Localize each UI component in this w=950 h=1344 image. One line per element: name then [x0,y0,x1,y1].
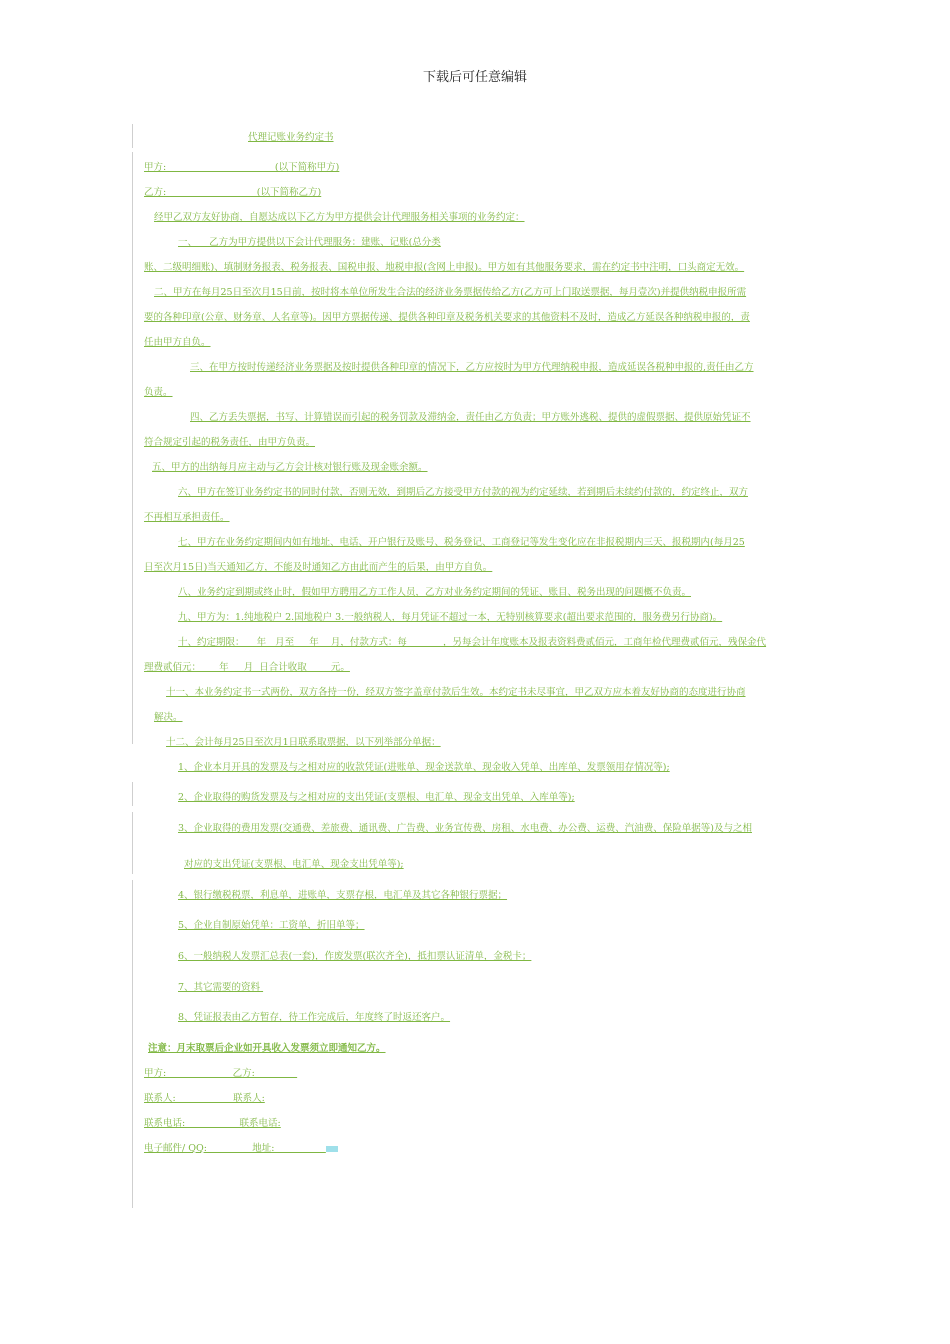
clause-4-line-1: 四、乙方丢失票据，书写、计算错误而引起的税务罚款及滞纳金，责任由乙方负责；甲方账外逃税、提供的虚假票据、提供原始凭证不 [190,412,751,423]
clause-10-line-2: 理费贰佰元： 年 月 日合计收取 元。 [144,662,350,673]
clause-7-line-2: 日至次月15日)当天通知乙方，不能及时通知乙方由此而产生的后果，由甲方自负。 [144,562,493,573]
list-item: 对应的支出凭证(支票根、电汇单、现金支出凭单等); [184,859,404,870]
signature-email-address-line [144,1136,338,1161]
clause-7-line-1: 七、甲方在业务约定期间内如有地址、电话、开户银行及账号、税务登记、工商登记等发生变化应在非报税期内三天、报税期内(每月25 [178,537,745,548]
clause-2-line-1: 二、甲方在每月25日至次月15日前，按时将本单位所发生合法的经济业务票据传给乙方(乙方可上门取送票据，每月壹次)并提供纳税申报所需 [154,287,747,298]
page-header: 下载后可任意编辑 [422,70,527,85]
margin-rule [132,812,133,874]
clause-9: 九、甲方为：1.纯地税户 2.国地税户 3.一般纳税人，每月凭证不超过一本，无特别核算要求(超出要求范围的，服务费另行协商)。 [178,612,723,623]
list-item: 3、企业取得的费用发票(交通费、差旅费、通讯费、广告费、业务宣传费、房租、水电费、办公费、运费、汽油费、保险单据等)及与之相 [178,823,752,834]
highlight-marker [326,1146,338,1152]
clause-6-line-1: 六、甲方在签订业务约定书的同时付款，否则无效，到期后乙方接受甲方付款的视为约定延续，若到期后未续约付款的，约定终止，双方 [178,487,749,498]
clause-1-line-2: 账、二级明细账)、填制财务报表、税务报表、国税申报、地税申报(含网上申报)。甲方如有其他服务要求，需在约定书中注明，口头商定无效。 [144,262,745,273]
margin-rule [132,880,133,1208]
margin-rule [132,152,133,744]
list-item: 5、企业自制原始凭单：工资单，折旧单等； [178,920,365,931]
clause-5: 五、甲方的出纳每月应主动与乙方会计核对银行账及现金账余额。 [152,462,428,473]
clause-1-line-1: 一、 乙方为甲方提供以下会计代理服务：建账、记账(总分类 [178,237,441,248]
clause-6-line-2: 不再相互承担责任。 [144,512,230,523]
clause-11-line-1: 十一、本业务约定书一式两份，双方各持一份，经双方签字盖章付款后生效。本约定书未尽事宜，甲乙双方应本着友好协商的态度进行协商 [166,687,746,698]
signature-contact-line: 联系人: 联系人: [144,1093,265,1104]
fill-in-blank [260,975,452,1000]
signature-phone-line: 联系电话: 联系电话: [144,1118,281,1129]
margin-rule [132,782,133,806]
document-title: 代理记账业务约定书 [248,132,334,143]
clause-3-line-2: 负责。 [144,387,173,398]
notice-line: 注意：月末取票后企业如开具收入发票须立即通知乙方。 [148,1043,386,1054]
party-a-line: 甲方: (以下简称甲方) [144,162,340,173]
clause-2-line-3: 任由甲方自负。 [144,337,211,348]
signature-party-line: 甲方: 乙方: [144,1068,298,1079]
list-item-other-materials [178,975,452,1000]
clause-11-line-2: 解决。 [154,712,183,723]
margin-rule [132,124,133,148]
list-item: 4、银行缴税税票，利息单，进账单，支票存根，电汇单及其它各种银行票据； [178,890,508,901]
clause-10-line-1: 十、约定期限： 年 月至 年 月，付款方式：每 ，另每会计年度账本及报表资料费贰佰元，工商年检代理费贰佰元，残保金代 [178,637,767,648]
email-address-label: 电子邮件/ QQ: 地址: [144,1143,326,1154]
clause-12: 十二、会计每月25日至次月1日联系取票据，以下列举部分单据： [166,737,441,748]
clause-8: 八、业务约定到期或终止时，假如甲方聘用乙方工作人员，乙方对业务约定期间的凭证、账目、税务出现的问题概不负责。 [178,587,692,598]
list-item-label: 7、其它需要的资料 [178,982,261,993]
list-item: 6、一般纳税人发票汇总表(一套)，作废发票(联次齐全)，抵扣票认证清单，金税卡； [178,951,532,962]
list-item: 1、企业本月开具的发票及与之相对应的收款凭证(进账单、现金送款单、现金收入凭单、出库单、发票领用存情况等); [178,762,670,773]
list-item: 2、企业取得的购货发票及与之相对应的支出凭证(支票根、电汇单、现金支出凭单、入库单等); [178,792,575,803]
party-b-line: 乙方: (以下简称乙方) [144,187,322,198]
clause-2-line-2: 要的各种印章(公章、财务章、人名章等)。因甲方票据传递、提供各种印章及税务机关要求的其他资料不及时，造成乙方延误各种纳税申报的，责 [144,312,750,323]
clause-3-line-1: 三、在甲方按时传递经济业务票据及按时提供各种印章的情况下，乙方应按时为甲方代理纳税申报，造成延误各税种申报的,责任由乙方 [190,362,754,373]
clause-4-line-2: 符合规定引起的税务责任，由甲方负责。 [144,437,316,448]
list-item: 8、凭证报表由乙方暂存，待工作完成后，年度终了时返还客户。 [178,1012,451,1023]
intro-paragraph: 经甲乙双方友好协商，自愿达成以下乙方为甲方提供会计代理服务相关事项的业务约定： [154,212,525,223]
